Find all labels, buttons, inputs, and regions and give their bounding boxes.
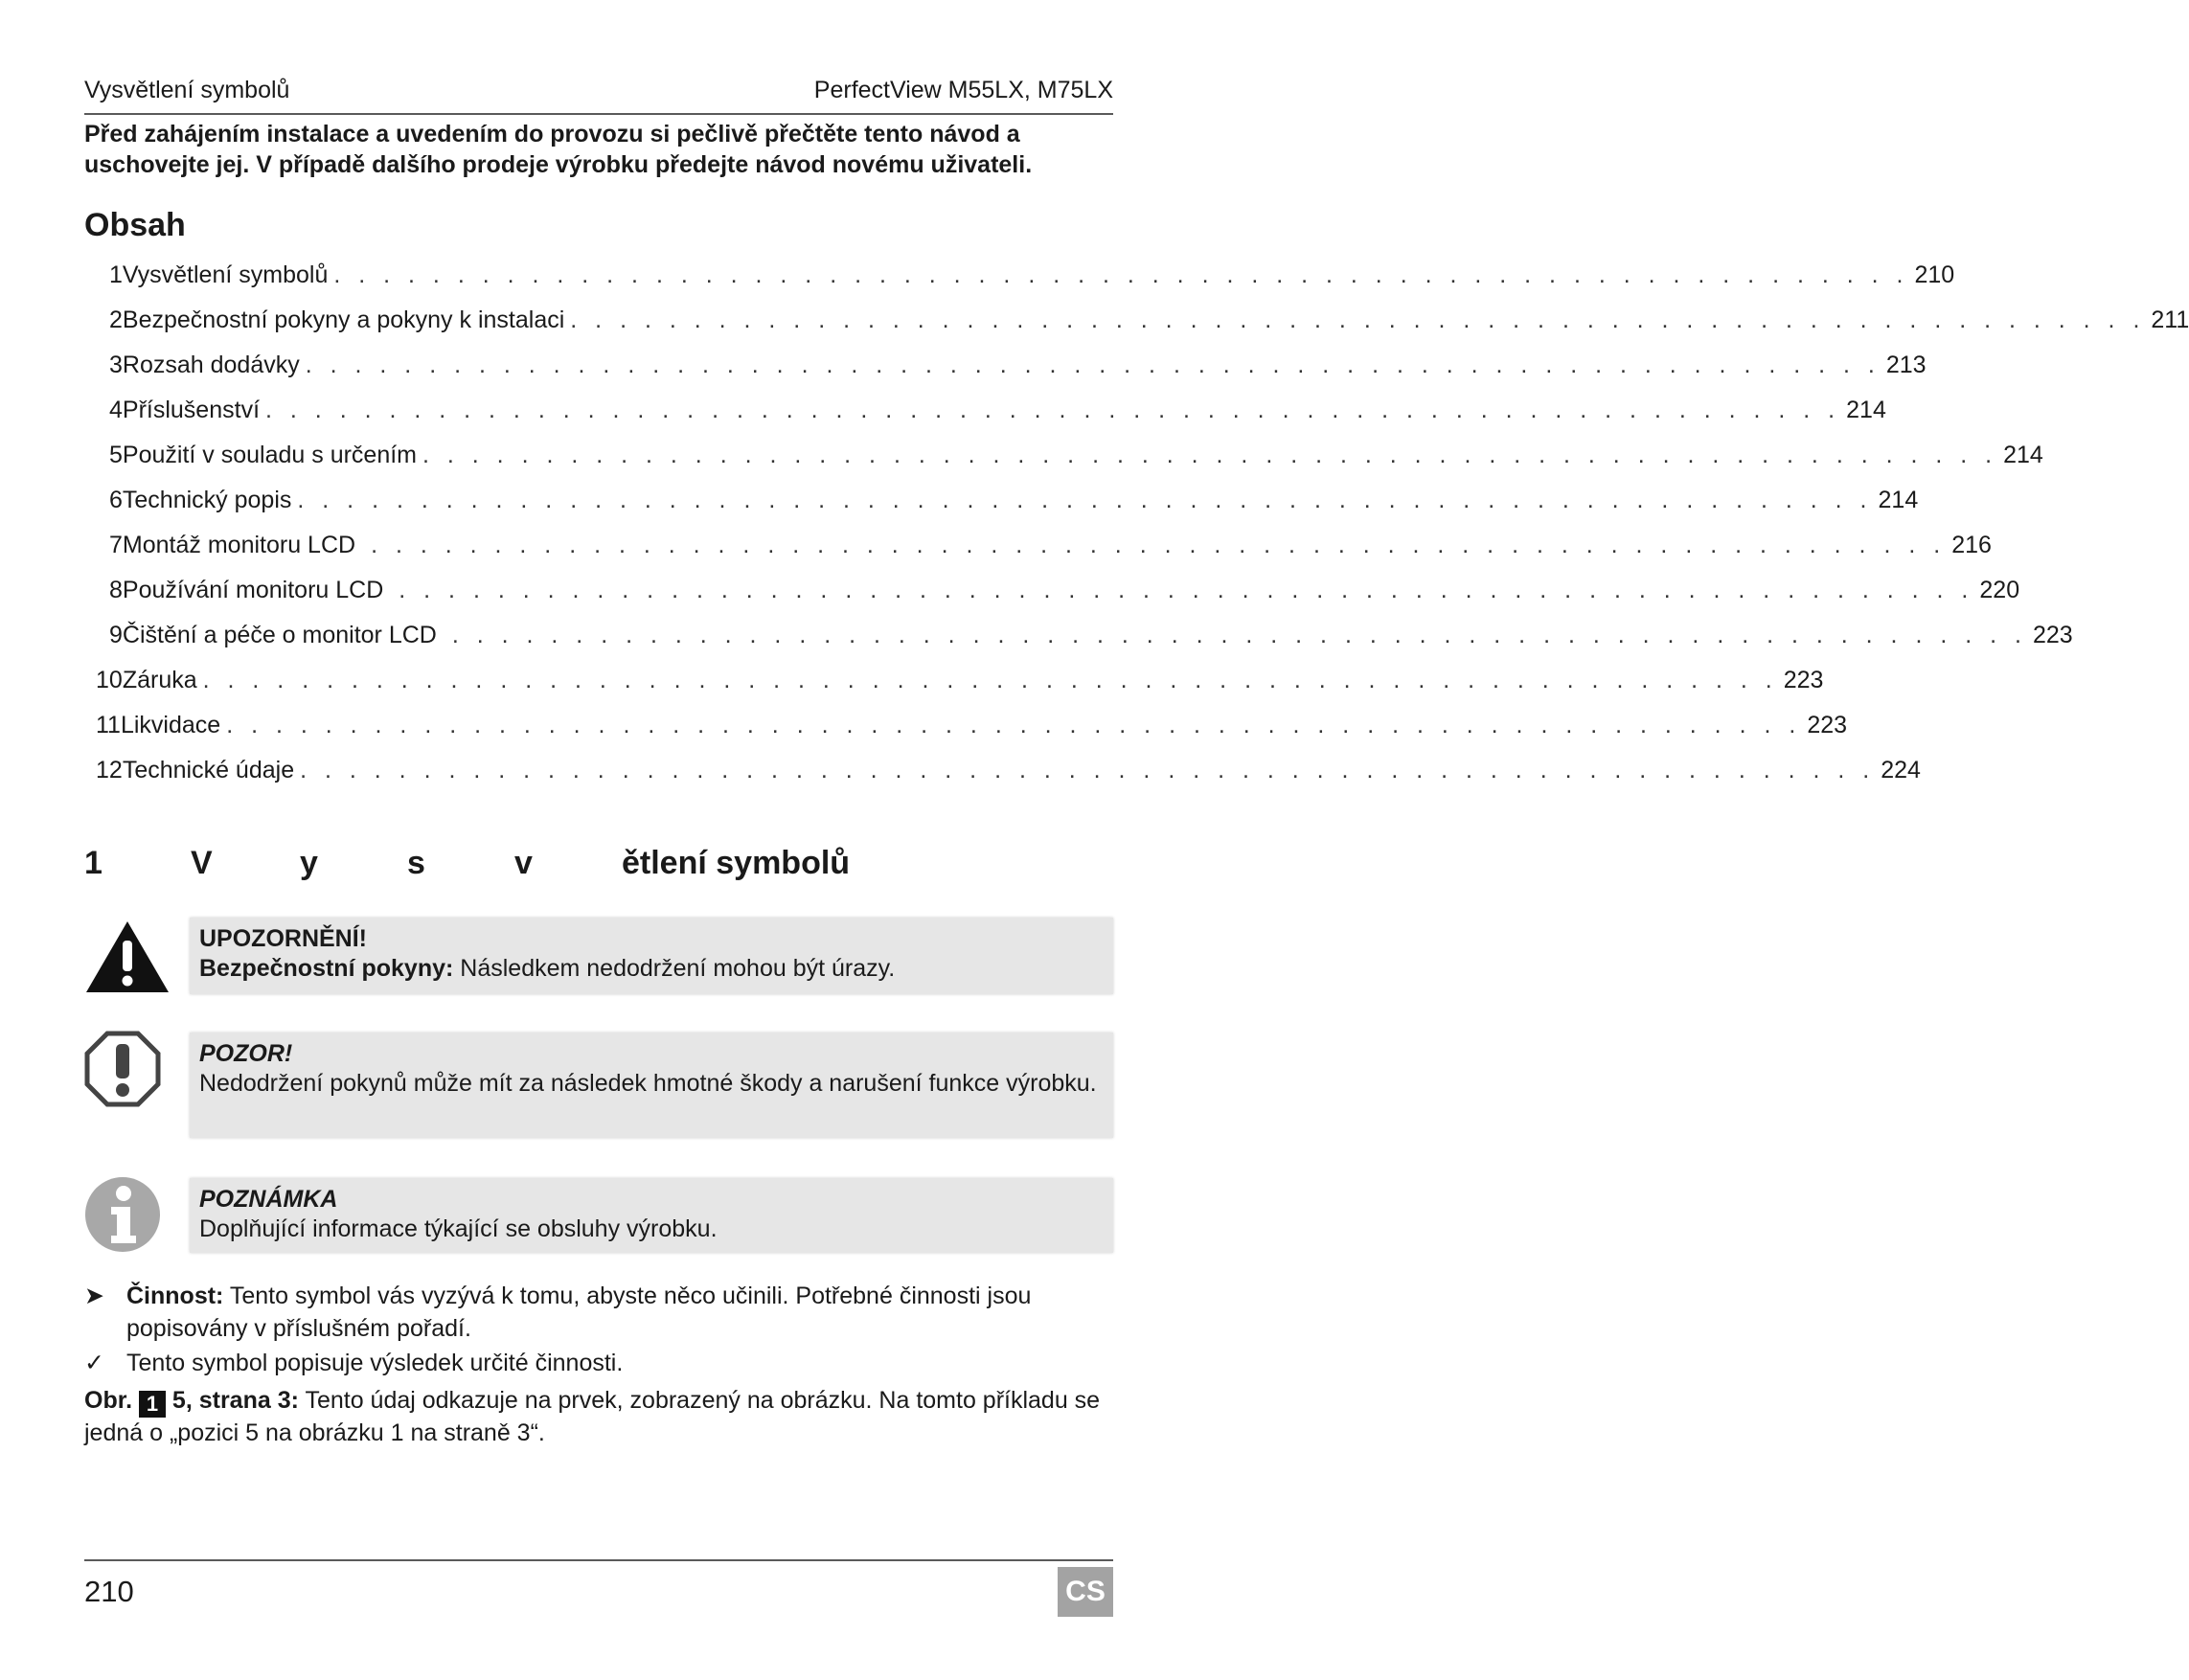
toc-leader: . . . . . . . . . . . . . . . . . . . . . . . . . . . . . . . . . . . . . . . . . . . . . . . . . . . . . . . . . . . . . . . . — [297, 487, 1873, 513]
toc-item-number: 4 — [109, 397, 123, 423]
toc-leader: . . . . . . . . . . . . . . . . . . . . . . . . . . . . . . . . . . . . . . . . . . . . . . . . . . . . . . . . . . . . . . . . — [202, 667, 1778, 693]
footer-rule — [84, 1559, 1113, 1561]
toc-item-page: 210 — [1914, 261, 1955, 288]
toc-item-page: 211 — [2151, 306, 2189, 333]
toc-item-title: Záruka — [122, 667, 197, 693]
section-title-part: V — [191, 845, 213, 881]
action-arrow-icon: ➤ — [84, 1283, 104, 1309]
toc-item[interactable] — [109, 577, 2020, 605]
toc-item[interactable] — [109, 397, 1886, 425]
section-title-part: ětlení symbolů — [622, 845, 851, 881]
result-text: Tento symbol popisuje výsledek určité činnosti. — [126, 1350, 624, 1376]
note-box — [190, 1178, 1113, 1253]
action-symbol-line — [84, 1280, 1119, 1345]
toc-item-number: 11 — [96, 712, 121, 738]
toc-leader: . . . . . . . . . . . . . . . . . . . . . . . . . . . . . . . . . . . . . . . . . . . . . . . . . . . . . . . . . . . . . . . . — [300, 757, 1876, 783]
section-title-part: s — [407, 845, 425, 881]
toc-item-number: 10 — [96, 667, 123, 693]
section-title-part: v — [514, 845, 533, 881]
caution-title: POZOR! — [199, 1040, 293, 1067]
figure-ref-line — [84, 1385, 1119, 1449]
figref-text: Tento údaj odkazuje na prvek, zobrazený na obrázku. Na tomto příkladu se jedná o „pozici 5 na obrázku 1 na straně 3“. — [84, 1387, 1101, 1446]
result-symbol-line — [84, 1347, 1119, 1379]
toc-item[interactable] — [96, 712, 1848, 740]
toc-item-title: Vysvětlení symbolů — [122, 261, 329, 288]
caution-box — [190, 1033, 1113, 1138]
warning-text — [199, 954, 1098, 984]
warning-title: UPOZORNĚNÍ! — [199, 925, 367, 952]
toc-item[interactable] — [109, 261, 1955, 290]
action-text: Tento symbol vás vyzývá k tomu, abyste něco učinili. Potřebné činnosti jsou popisovány v příslušném pořadí. — [126, 1283, 1032, 1342]
toc-leader: . . . . . . . . . . . . . . . . . . . . . . . . . . . . . . . . . . . . . . . . . . . . . . . . . . . . . . . . . . . . . . . . — [305, 352, 1881, 378]
action-label: Činnost: — [126, 1283, 224, 1309]
toc-item-page: 213 — [1885, 352, 1927, 378]
figure-number-box: 1 — [139, 1391, 166, 1418]
toc-item-title: Použití v souladu s určením — [122, 442, 417, 468]
warning-label: Bezpečnostní pokyny: — [199, 955, 454, 982]
toc-item-title: Technický popis — [122, 487, 292, 513]
toc-item-number: 2 — [109, 306, 123, 333]
running-header-right: PerfectView M55LX, M75LX — [813, 77, 1113, 103]
warning-triangle-icon — [84, 919, 171, 994]
toc-item[interactable] — [96, 667, 1824, 695]
toc-item-page: 220 — [1979, 577, 2020, 603]
warning-body: Následkem nedodržení mohou být úrazy. — [460, 955, 896, 982]
warning-box — [190, 918, 1113, 994]
toc-leader: . . . . . . . . . . . . . . . . . . . . . . . . . . . . . . . . . . . . . . . . . . . . . . . . . . . . . . . . . . . . . . . . — [451, 622, 2027, 648]
toc-item-number: 3 — [109, 352, 123, 378]
toc-item-number: 6 — [109, 487, 123, 513]
toc-item-title: Technické údaje — [122, 757, 295, 783]
note-title: POZNÁMKA — [199, 1186, 338, 1213]
toc-item-title: Příslušenství — [122, 397, 261, 423]
toc-item-title: Rozsah dodávky — [122, 352, 300, 378]
toc-item[interactable] — [109, 352, 1927, 380]
toc-item-page: 214 — [2003, 442, 2043, 468]
running-header-left: Vysvětlení symbolů — [84, 77, 290, 103]
header-rule — [84, 113, 1113, 115]
toc-item-number: 7 — [109, 532, 123, 558]
caution-text: Nedodržení pokynů může mít za následek hmotné škody a narušení funkce výrobku. — [199, 1070, 1097, 1097]
language-badge: CS — [1058, 1567, 1113, 1617]
toc-item-title: Likvidace — [120, 712, 221, 738]
toc-item-page: 223 — [1783, 667, 1824, 693]
section-title-part: y — [300, 845, 318, 881]
checkmark-icon: ✓ — [84, 1350, 104, 1376]
toc-item[interactable] — [109, 487, 1919, 515]
toc-item-number: 9 — [109, 622, 123, 648]
page-number: 210 — [84, 1575, 134, 1608]
toc-item[interactable] — [109, 532, 1992, 560]
toc-leader: . . . . . . . . . . . . . . . . . . . . . . . . . . . . . . . . . . . . . . . . . . . . . . . . . . . . . . . . . . . . . . . . — [399, 577, 1974, 603]
toc-item-page: 223 — [1807, 712, 1848, 738]
toc-heading: Obsah — [84, 207, 186, 243]
toc-leader: . . . . . . . . . . . . . . . . . . . . . . . . . . . . . . . . . . . . . . . . . . . . . . . . . . . . . . . . . . . . . . . . — [570, 306, 2146, 333]
section-number: 1 — [84, 845, 103, 881]
toc-item[interactable] — [96, 757, 1921, 785]
intro-text: Před zahájením instalace a uvedením do provozu si pečlivě přečtěte tento návod a uschovejte jej. V případě dalšího prodeje výrobku předejte návod novému uživateli. — [84, 121, 1033, 178]
toc-item-number: 12 — [96, 757, 123, 783]
toc-item-number: 1 — [109, 261, 123, 288]
toc-leader: . . . . . . . . . . . . . . . . . . . . . . . . . . . . . . . . . . . . . . . . . . . . . . . . . . . . . . . . . . . . . . . . — [333, 261, 1909, 288]
toc-item-number: 8 — [109, 577, 123, 603]
figref-label: Obr. — [84, 1387, 133, 1414]
toc-item-page: 216 — [1951, 532, 1992, 558]
toc-item-page: 223 — [2032, 622, 2073, 648]
toc-item-number: 5 — [109, 442, 123, 468]
note-text: Doplňující informace týkající se obsluhy výrobku. — [199, 1215, 718, 1242]
caution-octagon-icon — [84, 1031, 161, 1107]
toc-item-title: Používání monitoru LCD — [122, 577, 384, 603]
toc-leader: . . . . . . . . . . . . . . . . . . . . . . . . . . . . . . . . . . . . . . . . . . . . . . . . . . . . . . . . . . . . . . . . — [371, 532, 1947, 558]
toc-item[interactable] — [109, 306, 2189, 335]
toc-leader: . . . . . . . . . . . . . . . . . . . . . . . . . . . . . . . . . . . . . . . . . . . . . . . . . . . . . . . . . . . . . . . . — [422, 442, 1998, 468]
toc-item-page: 224 — [1881, 757, 1921, 783]
figref-label2: 5, strana 3: — [171, 1387, 299, 1414]
toc-leader: . . . . . . . . . . . . . . . . . . . . . . . . . . . . . . . . . . . . . . . . . . . . . . . . . . . . . . . . . . . . . . . . — [265, 397, 1841, 423]
toc-leader: . . . . . . . . . . . . . . . . . . . . . . . . . . . . . . . . . . . . . . . . . . . . . . . . . . . . . . . . . . . . . . . . — [226, 712, 1802, 738]
info-icon — [84, 1176, 161, 1253]
toc-item[interactable] — [109, 622, 2073, 650]
toc-item-title: Čištění a péče o monitor LCD — [122, 622, 437, 648]
toc-item[interactable] — [109, 442, 2043, 470]
toc-item-page: 214 — [1878, 487, 1919, 513]
toc-item-title: Bezpečnostní pokyny a pokyny k instalaci — [122, 306, 565, 333]
toc-item-title: Montáž monitoru LCD — [122, 532, 356, 558]
toc-item-page: 214 — [1846, 397, 1886, 423]
